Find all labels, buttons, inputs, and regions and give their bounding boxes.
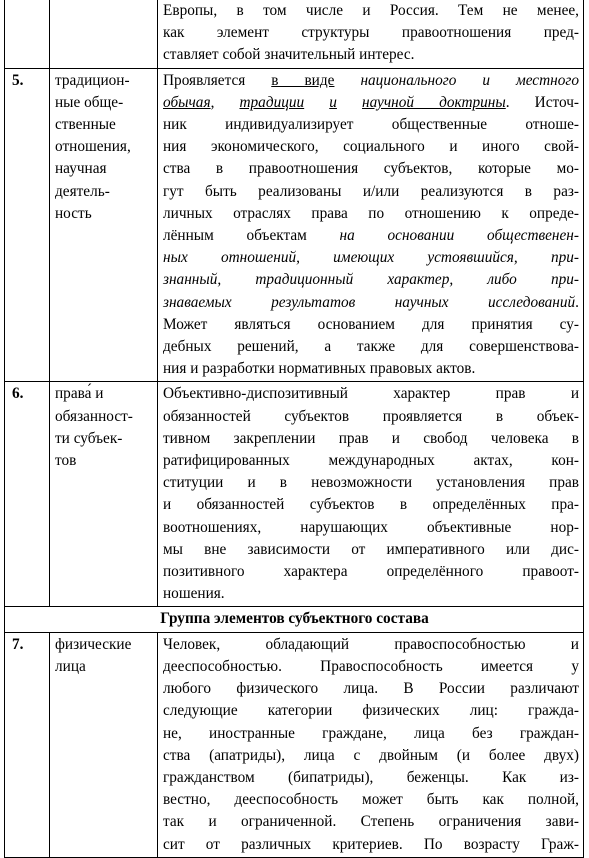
- description-line: воотношениях, нарушающих объективные нор-: [163, 518, 579, 536]
- element-name-line: физические: [55, 635, 132, 653]
- description-line: знанный, традиционный характер, либо при-: [163, 271, 579, 289]
- row-number: 7.: [5, 632, 50, 857]
- text-run: . Источ-: [505, 93, 580, 111]
- italic-text: знаваемых результатов научных исследований: [163, 293, 576, 311]
- element-name-line: ные обще-: [55, 93, 124, 111]
- element-name-line: ность: [55, 204, 92, 222]
- table-row-continuation: [5, 0, 584, 68]
- description-line: ратифицированных международных актах, кон-: [163, 452, 579, 470]
- row-number: 5.: [5, 68, 50, 382]
- text-run: ,: [210, 93, 240, 111]
- description-line: обязанностей субъектов проявляется в объек-: [163, 407, 579, 425]
- description-line: [163, 92, 579, 114]
- description-line: Человек, обладающий правоспособностью и: [163, 635, 579, 653]
- element-name-line: традицион-: [55, 71, 130, 89]
- description-line: сит от различных критериев. По возрасту Граж-: [163, 835, 579, 853]
- italic-text: национального и местного: [360, 71, 579, 89]
- description-line: как элемент структуры правоотношения пред-: [163, 24, 579, 42]
- description-line: личных отраслях права по отношению к опреде-: [163, 204, 579, 222]
- description-line: и обязанностей субъектов в определённых пра-: [163, 496, 579, 514]
- description-line: Объективно-диспозитивный характер прав и: [163, 385, 579, 403]
- text-run: [337, 94, 362, 111]
- element-name-line: отношения,: [55, 138, 131, 156]
- table-row-5: [5, 68, 584, 382]
- text-run: .: [575, 293, 579, 311]
- italic-text: на основании общественен-: [339, 227, 579, 245]
- element-name-line: деятель-: [55, 182, 110, 200]
- description-line: мы вне зависимости от императивного или дис-: [163, 540, 579, 558]
- description-line: гражданством (бипатриды), беженцы. Как из-: [163, 768, 579, 786]
- description-cell: [158, 0, 584, 68]
- description-line: так и ограниченной. Степень ограничения зави-: [163, 813, 579, 831]
- description-line: следующие категории физических лиц: гражда-: [163, 702, 579, 720]
- element-name-cell: [50, 68, 158, 382]
- element-name-cell: [50, 632, 158, 857]
- description-line: [163, 225, 579, 247]
- description-line: ношения.: [163, 585, 225, 603]
- description-line: вестно, дееспособность может быть как полной,: [163, 791, 579, 809]
- description-line: ставляет собой значительный интерес.: [163, 46, 415, 64]
- description-cell: [158, 632, 584, 857]
- element-cell: [50, 0, 158, 68]
- element-name-cell: [50, 382, 158, 607]
- description-line: позитивного характера определённого правоот-: [163, 563, 579, 581]
- underlined-text: в виде: [271, 71, 335, 89]
- italic-underlined-text: традиции: [239, 93, 305, 111]
- italic-underlined-text: научной доктрины: [362, 93, 506, 111]
- description-line: ституции и в невозможности установления прав: [163, 474, 579, 492]
- description-line: ник индивидуализирует общественные отноше-: [163, 116, 579, 134]
- element-name-line: тов: [55, 452, 77, 470]
- group-header-row: [5, 607, 584, 632]
- description-cell: [158, 68, 584, 382]
- group-header: Группа элементов субъектного состава: [5, 607, 584, 632]
- description-line: Европы, в том числе и Россия. Тем не менее,: [163, 2, 579, 19]
- text-run: [334, 72, 360, 89]
- element-name-line: ти субъек-: [55, 429, 123, 447]
- row-number: 6.: [5, 382, 50, 607]
- description-line: ных отношений, имеющих устоявшийся, при-: [163, 249, 579, 267]
- text-run: лённым объектам: [163, 227, 340, 245]
- description-line: [163, 292, 579, 314]
- description-line: не, иностранные граждане, лица без граждан-: [163, 724, 579, 742]
- element-name-line: права́ и: [55, 385, 104, 403]
- element-name-line: научная: [55, 160, 107, 178]
- description-line: тивном закреплении прав и свобод человека в: [163, 429, 579, 447]
- description-line: дееспособностью. Правоспособность имеется у: [163, 657, 579, 675]
- description-line: гут быть реализованы и/или реализуются в раз-: [163, 182, 579, 200]
- element-name-line: лица: [55, 657, 86, 675]
- description-line: Может являться основанием для принятия су-: [163, 315, 579, 333]
- description-line: [163, 70, 579, 92]
- description-line: ния экономического, социального и иного свой-: [163, 138, 579, 156]
- description-line: любого физического лица. В России различают: [163, 680, 579, 698]
- number-cell: [5, 0, 50, 68]
- text-run: [304, 94, 329, 111]
- document-table: [4, 0, 584, 858]
- description-line: ства в правоотношения субъектов, которые мо-: [163, 160, 579, 178]
- element-name-line: обязанност-: [55, 407, 133, 425]
- description-line: ния и разработки нормативных правовых актов.: [163, 360, 476, 378]
- table-row-6: [5, 382, 584, 607]
- italic-underlined-text: и: [329, 93, 337, 111]
- description-cell: [158, 382, 584, 607]
- description-line: ства (апатриды), лица с двойным (и более двух): [163, 746, 579, 764]
- description-line: дебных решений, а также для совершенствова-: [163, 338, 579, 356]
- table-row-7: [5, 632, 584, 857]
- italic-underlined-text: обычая: [163, 93, 211, 111]
- element-name-line: ственные: [55, 116, 116, 134]
- text-run: Проявляется: [163, 71, 272, 89]
